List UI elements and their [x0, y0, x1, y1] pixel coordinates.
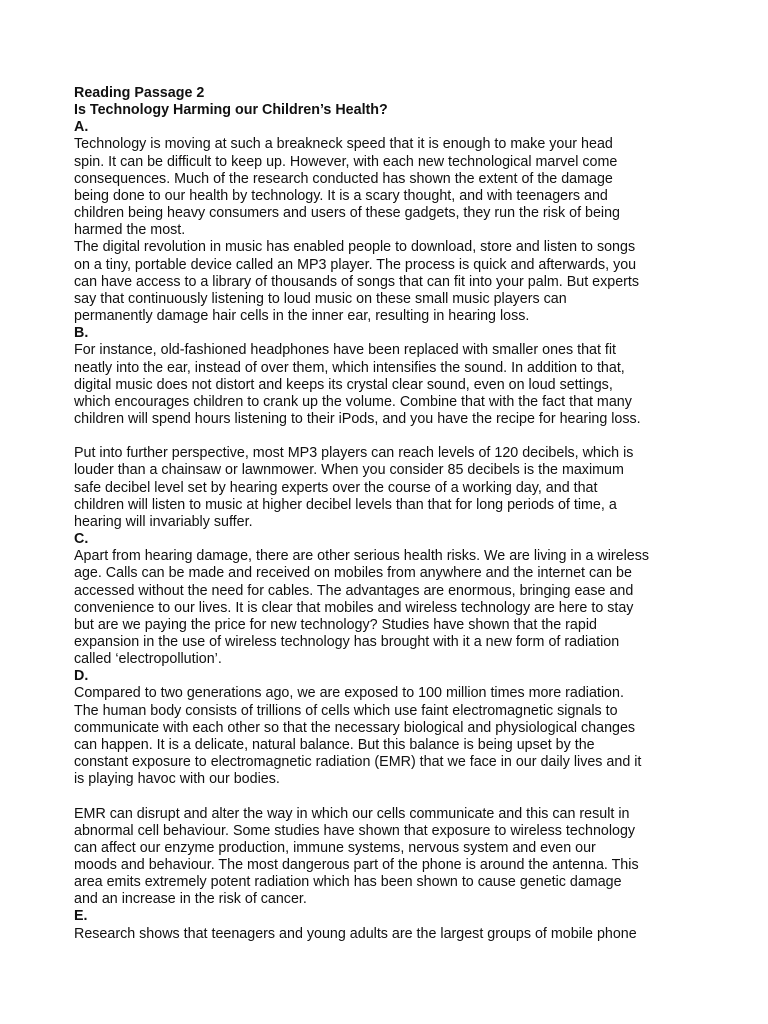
text-line: is playing havoc with our bodies.	[74, 771, 280, 788]
section-c	[74, 531, 698, 668]
section-label: E.	[74, 908, 88, 925]
text-line: on a tiny, portable device called an MP3 player. The process is quick and afterwards, you	[74, 256, 637, 273]
text-line: Put into further perspective, most MP3 players can reach levels of 120 decibels, which is	[74, 445, 634, 462]
text-line: area emits extremely potent radiation which has been shown to cause genetic damage	[74, 874, 622, 891]
section-a	[74, 119, 698, 325]
document-page	[74, 85, 698, 943]
text-line: say that continuously listening to loud music on these small music players can	[74, 290, 567, 307]
text-line: being done to our health by technology. It is a scary thought, and with teenagers and	[74, 187, 608, 204]
section-b	[74, 325, 698, 531]
passage-title: Is Technology Harming our Children’s Health?	[74, 102, 388, 119]
text-line: can affect our enzyme production, immune systems, nervous system and even our	[74, 839, 596, 856]
text-line: children will spend hours listening to their iPods, and you have the recipe for hearing loss.	[74, 410, 641, 427]
text-line: hearing will invariably suffer.	[74, 513, 253, 530]
text-line: children will listen to music at higher decibel levels than that for long periods of time, a	[74, 496, 617, 513]
text-line: Technology is moving at such a breakneck speed that it is enough to make your head	[74, 136, 613, 153]
text-line: Compared to two generations ago, we are exposed to 100 million times more radiation.	[74, 685, 624, 702]
text-line: but are we paying the price for new technology? Studies have shown that the rapid	[74, 616, 597, 633]
section-label: A.	[74, 119, 89, 136]
text-line: abnormal cell behaviour. Some studies have shown that exposure to wireless technology	[74, 822, 636, 839]
text-line: age. Calls can be made and received on mobiles from anywhere and the internet can be	[74, 565, 632, 582]
passage-heading: Reading Passage 2	[74, 85, 205, 101]
text-line: called ‘electropollution’.	[74, 651, 222, 668]
text-line: louder than a chainsaw or lawnmower. When you consider 85 decibels is the maximum	[74, 462, 624, 479]
text-line: expansion in the use of wireless technology has brought with it a new form of radiation	[74, 633, 620, 650]
section-d	[74, 668, 698, 908]
section-label: C.	[74, 531, 89, 548]
text-line: spin. It can be difficult to keep up. However, with each new technological marvel come	[74, 153, 618, 170]
text-line: Apart from hearing damage, there are other serious health risks. We are living in a wireless	[74, 548, 650, 565]
text-line: moods and behaviour. The most dangerous part of the phone is around the antenna. This	[74, 857, 639, 873]
text-line: communicate with each other so that the necessary biological and physiological changes	[74, 719, 636, 736]
text-line: constant exposure to electromagnetic radiation (EMR) that we face in our daily lives and it	[74, 754, 642, 771]
text-line: which encourages children to crank up the volume. Combine that with the fact that many	[74, 393, 632, 410]
text-line: consequences. Much of the research conducted has shown the extent of the damage	[74, 170, 613, 187]
text-line: The human body consists of trillions of cells which use faint electromagnetic signals to	[74, 702, 618, 719]
text-line: accessed without the need for cables. The advantages are enormous, bringing ease and	[74, 582, 634, 599]
text-line: harmed the most.	[74, 222, 186, 239]
text-line: For instance, old-fashioned headphones have been replaced with smaller ones that fit	[74, 342, 617, 359]
paragraph-gap	[74, 428, 698, 445]
text-line: digital music does not distort and keeps its crystal clear sound, even on loud settings,	[74, 376, 613, 393]
text-line: The digital revolution in music has enabled people to download, store and listen to songs	[74, 239, 636, 256]
section-e	[74, 908, 698, 942]
text-line: EMR can disrupt and alter the way in which our cells communicate and this can result in	[74, 805, 630, 822]
paragraph-gap	[74, 788, 698, 805]
text-line: permanently damage hair cells in the inner ear, resulting in hearing loss.	[74, 308, 530, 325]
text-line: can happen. It is a delicate, natural balance. But this balance is being upset by the	[74, 736, 595, 753]
text-line: can have access to a library of thousands of songs that can fit into your palm. But experts	[74, 273, 640, 290]
section-label: D.	[74, 668, 89, 685]
text-line: convenience to our lives. It is clear that mobiles and wireless technology are here to stay	[74, 599, 634, 616]
text-line: safe decibel level set by hearing experts over the course of a working day, and that	[74, 479, 598, 496]
text-line: neatly into the ear, instead of over them, which intensifies the sound. In addition to that,	[74, 359, 625, 376]
section-label: B.	[74, 325, 89, 342]
text-line: and an increase in the risk of cancer.	[74, 891, 307, 908]
text-line: Research shows that teenagers and young adults are the largest groups of mobile phone	[74, 925, 637, 942]
text-line: children being heavy consumers and users of these gadgets, they run the risk of being	[74, 205, 620, 222]
